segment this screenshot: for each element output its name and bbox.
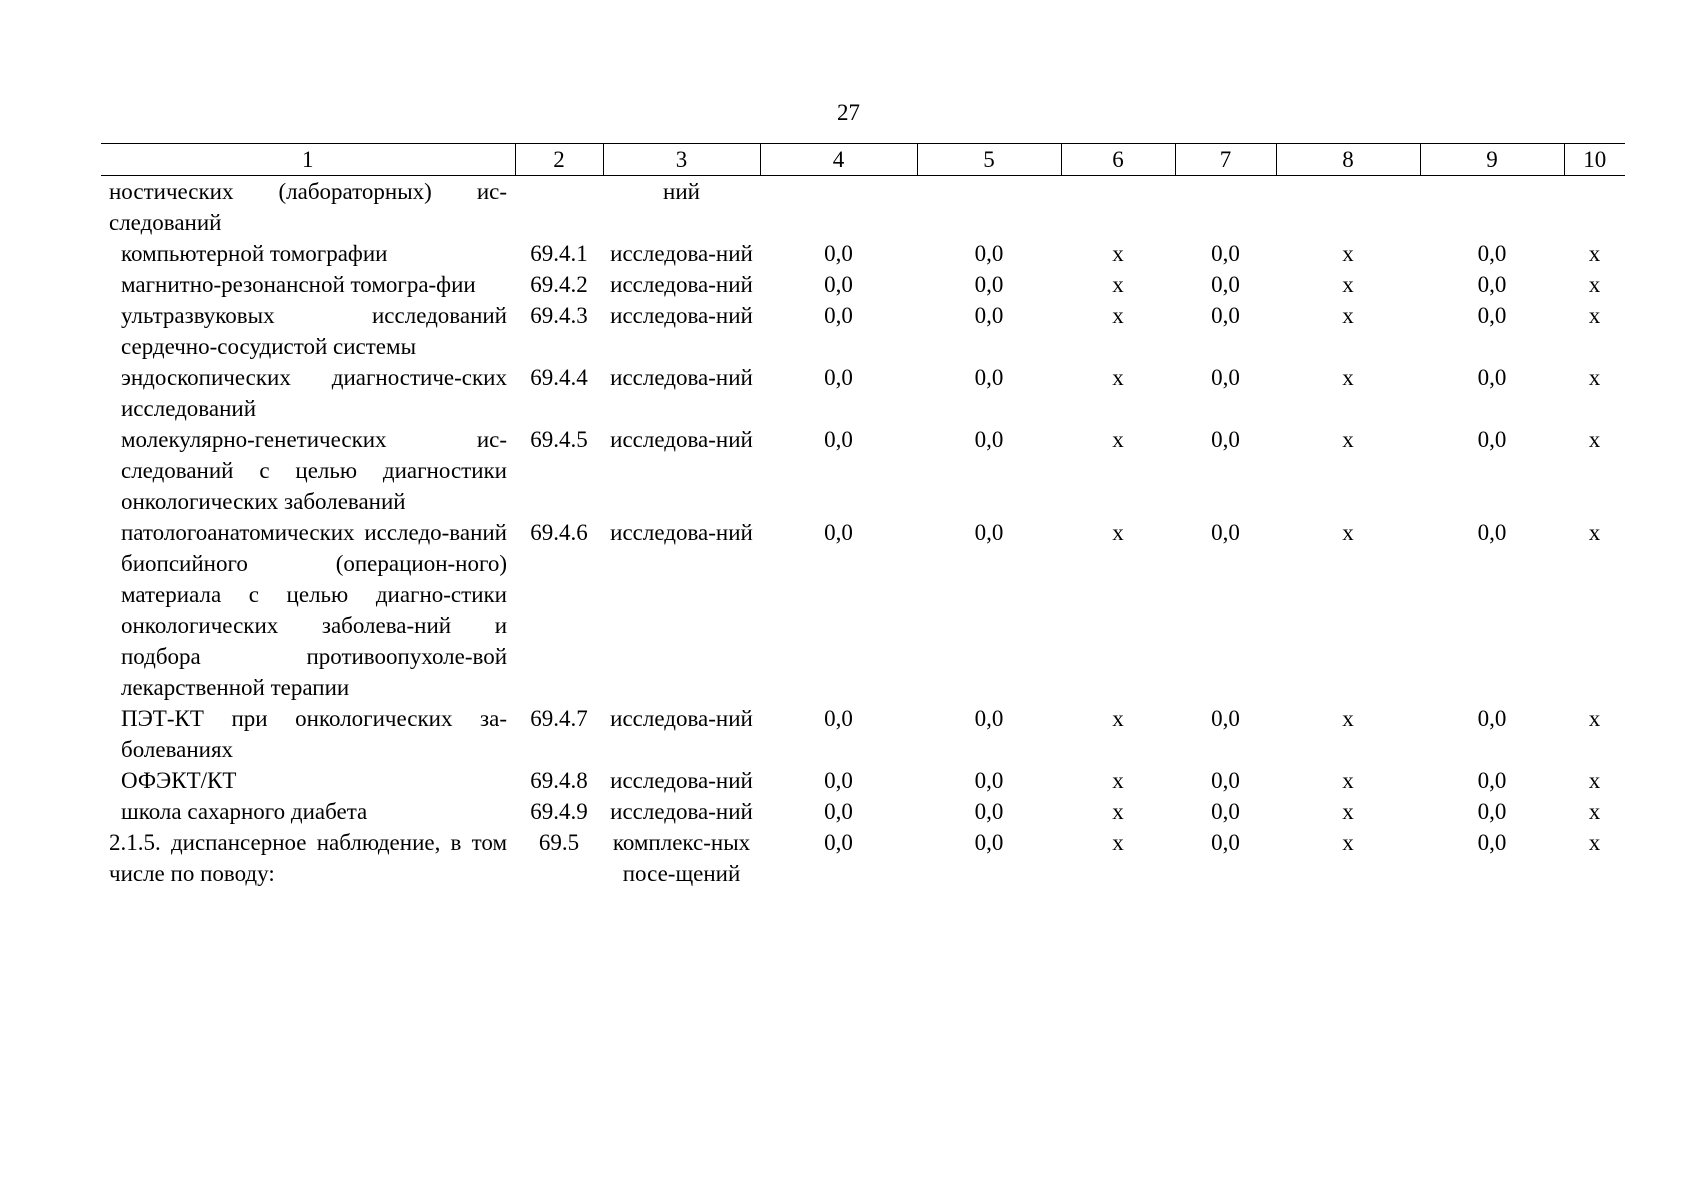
row-value <box>760 176 917 239</box>
row-value: 0,0 <box>1477 520 1507 545</box>
row-value: 0,0 <box>1477 799 1507 824</box>
row-name: ОФЭКТ/КТ <box>121 768 237 793</box>
row-unit: исследова-ний <box>610 272 753 297</box>
row-unit: комплекс-ных посе-щений <box>612 830 751 886</box>
row-value: 0,0 <box>824 427 853 452</box>
row-value <box>917 176 1061 239</box>
row-unit: ний <box>663 179 700 204</box>
row-value: х <box>1342 768 1354 793</box>
row-value <box>1420 176 1564 239</box>
column-header: 2 <box>515 144 603 176</box>
row-value: х <box>1588 706 1601 731</box>
row-value: х <box>1342 830 1354 855</box>
row-value: х <box>1342 799 1354 824</box>
row-value: 0,0 <box>1211 272 1240 297</box>
row-value: 0,0 <box>824 272 853 297</box>
row-value: 0,0 <box>1477 365 1507 390</box>
row-value: 0,0 <box>974 520 1004 545</box>
row-value: 0,0 <box>824 706 853 731</box>
row-unit: исследова-ний <box>610 427 753 452</box>
table-row <box>101 424 1625 517</box>
column-header: 4 <box>760 144 917 176</box>
column-header: 7 <box>1175 144 1276 176</box>
row-value: 0,0 <box>1211 520 1240 545</box>
row-unit: исследова-ний <box>610 365 753 390</box>
row-value: 0,0 <box>974 706 1004 731</box>
page-number: 27 <box>837 100 860 125</box>
row-value: х <box>1342 427 1354 452</box>
table-body <box>101 176 1625 890</box>
row-value: х <box>1112 799 1124 824</box>
row-value: 0,0 <box>974 272 1004 297</box>
row-value: х <box>1342 272 1354 297</box>
table-row <box>101 362 1625 424</box>
row-value: х <box>1112 272 1124 297</box>
row-value: 0,0 <box>1211 303 1240 328</box>
row-value: 0,0 <box>974 830 1004 855</box>
row-unit: исследова-ний <box>610 799 753 824</box>
header-row <box>101 144 1625 176</box>
row-value: х <box>1112 520 1124 545</box>
column-header: 9 <box>1420 144 1564 176</box>
row-value: 0,0 <box>1211 427 1240 452</box>
row-value: х <box>1342 706 1354 731</box>
row-value: 0,0 <box>1477 241 1507 266</box>
table-row <box>101 176 1625 239</box>
row-value <box>1276 176 1420 239</box>
row-value: х <box>1112 706 1124 731</box>
row-name: школа сахарного диабета <box>121 799 368 824</box>
row-value: 0,0 <box>824 365 853 390</box>
row-value: х <box>1112 830 1124 855</box>
row-value: х <box>1112 365 1124 390</box>
table-row <box>101 703 1625 765</box>
row-unit: исследова-ний <box>610 706 753 731</box>
table-row <box>101 827 1625 889</box>
row-value: х <box>1112 303 1124 328</box>
row-value: 0,0 <box>1211 830 1240 855</box>
row-value: 0,0 <box>824 241 853 266</box>
row-value: 0,0 <box>1211 768 1240 793</box>
row-unit: исследова-ний <box>610 241 753 266</box>
table-row <box>101 300 1625 362</box>
table-row <box>101 517 1625 703</box>
row-unit: исследова-ний <box>610 520 753 545</box>
table-row <box>101 238 1625 269</box>
column-header: 3 <box>603 144 760 176</box>
row-value: 0,0 <box>1211 706 1240 731</box>
row-name: ностических (лабораторных) ис-следований <box>109 179 507 235</box>
row-name: ультразвуковых исследований сердечно-сосудистой системы <box>121 303 507 359</box>
row-value: 0,0 <box>974 303 1004 328</box>
row-value: х <box>1112 427 1124 452</box>
row-value: х <box>1588 303 1601 328</box>
row-value <box>1564 176 1625 239</box>
table-row <box>101 269 1625 300</box>
row-value: 0,0 <box>1477 830 1507 855</box>
row-code: 69.4.8 <box>530 768 588 793</box>
row-code: 69.4.1 <box>530 241 588 266</box>
row-code: 69.4.2 <box>530 272 588 297</box>
column-header: 5 <box>917 144 1061 176</box>
row-value: 0,0 <box>974 799 1004 824</box>
row-value: 0,0 <box>1211 365 1240 390</box>
row-value: х <box>1588 241 1601 266</box>
row-value: х <box>1588 520 1601 545</box>
row-code: 69.4.5 <box>530 427 588 452</box>
row-value: х <box>1342 241 1354 266</box>
row-name: эндоскопических диагностиче-ских исследований <box>121 365 507 421</box>
row-value: 0,0 <box>1211 799 1240 824</box>
row-value: х <box>1342 365 1354 390</box>
row-value: х <box>1588 799 1601 824</box>
row-name: 2.1.5. диспансерное наблюдение, в том числе по поводу: <box>109 830 507 886</box>
row-value: 0,0 <box>974 365 1004 390</box>
row-value: 0,0 <box>824 830 853 855</box>
row-code: 69.4.9 <box>530 799 588 824</box>
row-value: 0,0 <box>824 303 853 328</box>
row-value: 0,0 <box>974 768 1004 793</box>
row-code: 69.4.4 <box>530 365 588 390</box>
row-value: 0,0 <box>1477 768 1507 793</box>
row-code <box>515 176 603 239</box>
column-header: 1 <box>101 144 515 176</box>
row-value: 0,0 <box>1211 241 1240 266</box>
row-value: х <box>1342 520 1354 545</box>
column-header: 10 <box>1564 144 1625 176</box>
column-header: 8 <box>1276 144 1420 176</box>
row-name: молекулярно-генетических ис-следований с целью диагностики онкологических заболеваний <box>121 427 507 514</box>
row-value: 0,0 <box>974 427 1004 452</box>
row-value: х <box>1588 830 1601 855</box>
row-value: х <box>1588 427 1601 452</box>
row-value: 0,0 <box>1477 272 1507 297</box>
row-value: х <box>1588 365 1601 390</box>
row-name: магнитно-резонансной томогра-фии <box>121 272 476 297</box>
row-value: 0,0 <box>974 241 1004 266</box>
column-header: 6 <box>1061 144 1175 176</box>
row-value: х <box>1588 768 1601 793</box>
row-value: 0,0 <box>1477 706 1507 731</box>
row-value: 0,0 <box>824 799 853 824</box>
row-value: х <box>1342 303 1354 328</box>
row-value: х <box>1112 241 1124 266</box>
row-code: 69.5 <box>538 830 580 855</box>
table-row <box>101 765 1625 796</box>
row-unit: исследова-ний <box>610 768 753 793</box>
row-unit: исследова-ний <box>610 303 753 328</box>
row-value <box>1061 176 1175 239</box>
row-value <box>1175 176 1276 239</box>
row-value: 0,0 <box>824 520 853 545</box>
row-value: х <box>1588 272 1601 297</box>
row-name: компьютерной томографии <box>121 241 388 266</box>
row-name: патологоанатомических исследо-ваний биопсийного (операцион-ного) материала с целью диагно-стики онкологических заболева-ний и подбора противоопухоле-вой лекарственной терапии <box>121 520 507 700</box>
row-code: 69.4.6 <box>530 520 588 545</box>
row-value: х <box>1112 768 1124 793</box>
row-code: 69.4.3 <box>530 303 588 328</box>
row-value: 0,0 <box>1477 427 1507 452</box>
row-value: 0,0 <box>1477 303 1507 328</box>
data-table <box>101 143 1625 889</box>
row-name: ПЭТ-КТ при онкологических за-болеваниях <box>121 706 507 762</box>
table-row <box>101 796 1625 827</box>
row-code: 69.4.7 <box>530 706 588 731</box>
row-value: 0,0 <box>824 768 853 793</box>
